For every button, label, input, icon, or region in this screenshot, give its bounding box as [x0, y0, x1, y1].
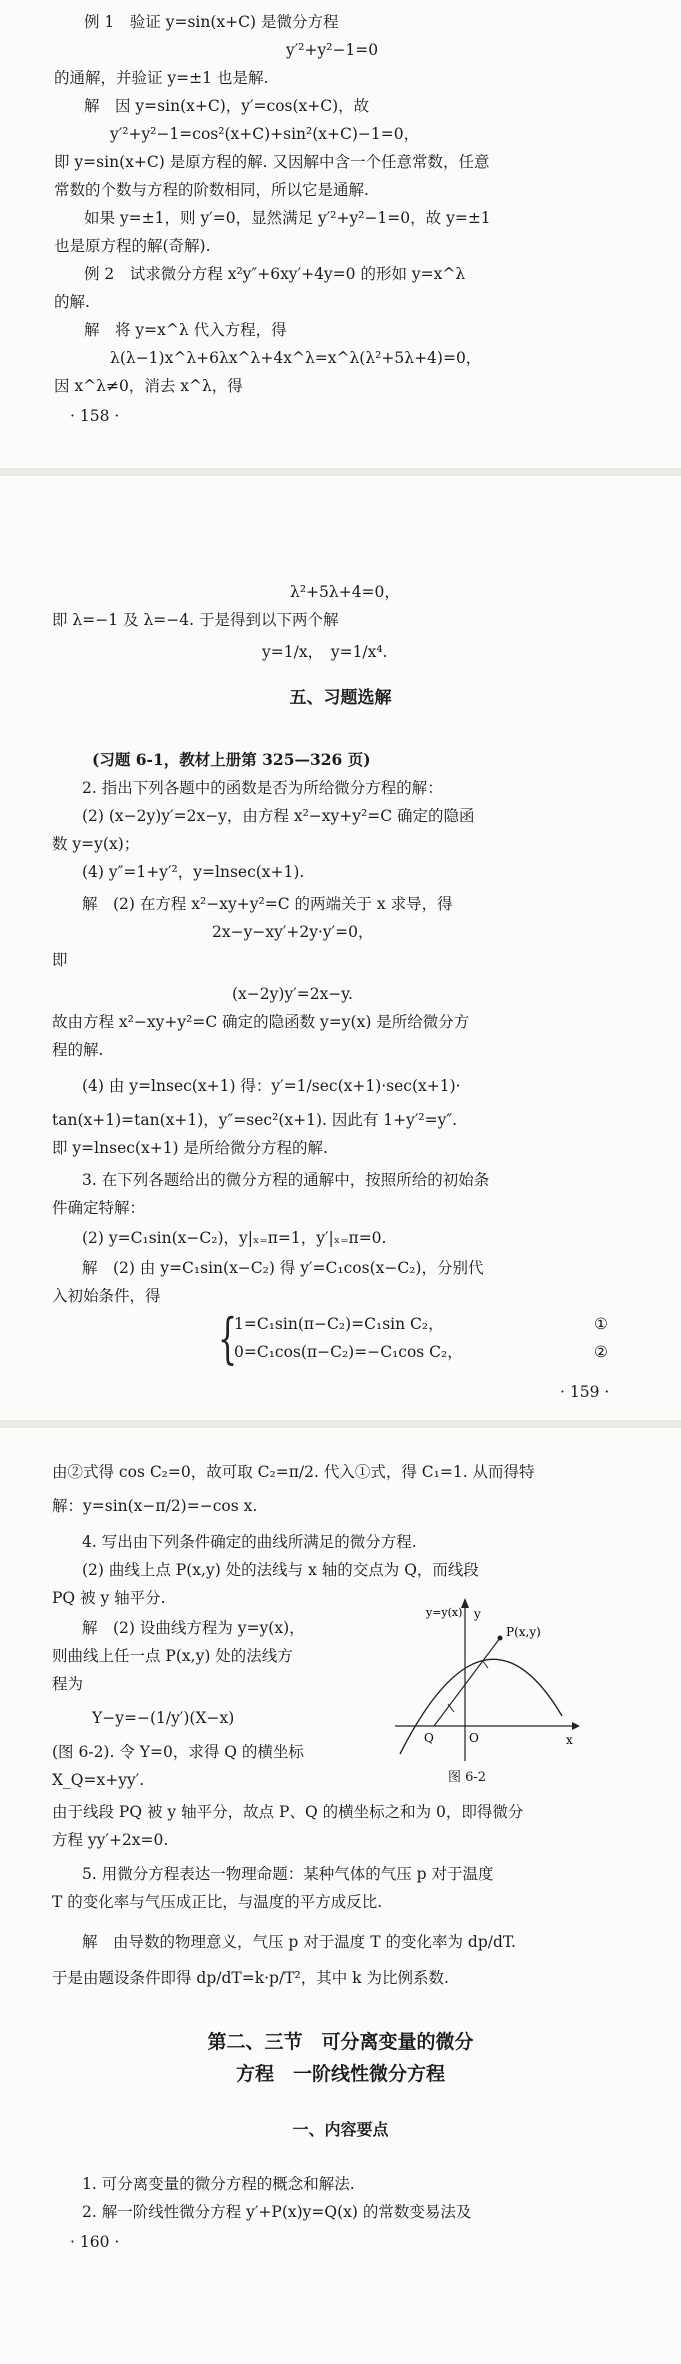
- text-line: 程为: [52, 1675, 84, 1693]
- subsection-title: 一、内容要点: [292, 2120, 389, 2139]
- exercise-header: (习题 6-1，教材上册第 325—326 页): [92, 750, 371, 769]
- text-line: 解：y=sin(x−π/2)=−cos x.: [52, 1497, 258, 1515]
- equation: (x−2y)y′=2x−y.: [232, 985, 353, 1003]
- text-line: 也是原方程的解(奇解).: [54, 237, 211, 255]
- text-line: (4) 由 y=lnsec(x+1) 得：y′=1/sec(x+1)·sec(x+1)·: [82, 1077, 461, 1095]
- chapter-title: 第二、三节 可分离变量的微分: [207, 2031, 474, 2053]
- equation: λ²+5λ+4=0，: [290, 583, 400, 601]
- text-line: (4) y″=1+y′²，y=lnsec(x+1).: [82, 863, 305, 881]
- text-line: 于是由题设条件即得 dp/dT=k·p/T²，其中 k 为比例系数.: [52, 1969, 449, 1987]
- equation: y=1/x， y=1/x⁴.: [262, 643, 388, 661]
- x-axis-label: x: [566, 1733, 573, 1747]
- figure-6-2: [390, 1596, 580, 1766]
- equation: y′²+y²−1=cos²(x+C)+sin²(x+C)−1=0，: [110, 125, 420, 143]
- curve-label: y=y(x): [426, 1606, 463, 1619]
- text-line: (2) y=C₁sin(x−C₂)，y|ₓ₌π=1，y′|ₓ₌π=0.: [82, 1229, 387, 1247]
- text-line: 1. 可分离变量的微分方程的概念和解法.: [82, 2175, 355, 2193]
- x-axis-arrow-icon: [572, 1722, 580, 1730]
- text-line: 由②式得 cos C₂=0，故可取 C₂=π/2. 代入①式，得 C₁=1. 从而得特: [52, 1463, 535, 1481]
- equation-mark: ①: [594, 1315, 608, 1333]
- solution-line: 解 (2) 在方程 x²−xy+y²=C 的两端关于 x 求导，得: [82, 895, 453, 913]
- text-line: 常数的个数与方程的阶数相同，所以它是通解.: [54, 181, 369, 199]
- solution-line: 解 因 y=sin(x+C)，y′=cos(x+C)，故: [84, 97, 370, 115]
- text-line: 如果 y=±1，则 y′=0，显然满足 y′²+y²−1=0，故 y=±1: [84, 209, 491, 227]
- equation: X_Q=x+yy′.: [52, 1771, 145, 1789]
- solution-line: 解 由导数的物理意义，气压 p 对于温度 T 的变化率为 dp/dT.: [82, 1933, 516, 1951]
- text-line: 因 x^λ≠0，消去 x^λ，得: [54, 377, 243, 395]
- page-159: [0, 476, 681, 1420]
- page-separator: [0, 1420, 681, 1428]
- page-158: [0, 0, 681, 468]
- normal-line: [434, 1638, 500, 1726]
- text-line: 方程 yy′+2x=0.: [52, 1831, 169, 1849]
- text-line: 由于线段 PQ 被 y 轴平分，故点 P、Q 的横坐标之和为 0，即得微分: [52, 1803, 524, 1821]
- text-line: 的解.: [54, 293, 90, 311]
- page-160: [0, 1428, 681, 2364]
- equation: 0=C₁cos(π−C₂)=−C₁cos C₂，: [234, 1343, 463, 1361]
- y-axis-label: y: [474, 1607, 481, 1621]
- point-p-label: P(x,y): [506, 1625, 541, 1639]
- tick-mark: [482, 1660, 488, 1668]
- tick-mark: [448, 1704, 454, 1712]
- text-line: 故由方程 x²−xy+y²=C 确定的隐函数 y=y(x) 是所给微分方: [52, 1013, 470, 1031]
- brace-symbol: {: [218, 1308, 238, 1372]
- text-line: 程的解.: [52, 1041, 104, 1059]
- page-number: · 158 ·: [70, 407, 120, 425]
- equation: 1=C₁sin(π−C₂)=C₁sin C₂，: [234, 1315, 444, 1333]
- text-line: 数 y=y(x)；: [52, 835, 140, 853]
- example-2-title: 例 2 试求微分方程 x²y″+6xy′+4y=0 的形如 y=x^λ: [84, 265, 466, 283]
- text-line: 即 y=sin(x+C) 是原方程的解. 又因解中含一个任意常数，任意: [54, 153, 490, 171]
- text-line: 3. 在下列各题给出的微分方程的通解中，按照所给的初始条: [82, 1171, 490, 1189]
- equation: y′²+y²−1=0: [286, 41, 379, 59]
- text-line: tan(x+1)=tan(x+1)，y″=sec²(x+1). 因此有 1+y′²=y″.: [52, 1111, 458, 1129]
- solution-line: 解 将 y=x^λ 代入方程，得: [84, 321, 287, 339]
- text-line: 2. 解一阶线性微分方程 y′+P(x)y=Q(x) 的常数变易法及: [82, 2203, 472, 2221]
- page-number: · 159 ·: [560, 1383, 610, 1401]
- text-line: (图 6-2). 令 Y=0，求得 Q 的横坐标: [52, 1743, 304, 1761]
- text-line: 则曲线上任一点 P(x,y) 处的法线方: [52, 1647, 293, 1665]
- equation-mark: ②: [594, 1343, 608, 1361]
- text-line: 入初始条件，得: [52, 1287, 161, 1305]
- text-line: PQ 被 y 轴平分.: [52, 1589, 166, 1607]
- chapter-title: 方程 一阶线性微分方程: [235, 2063, 445, 2085]
- figure-caption: 图 6-2: [448, 1770, 487, 1785]
- text-line: 的通解，并验证 y=±1 也是解.: [54, 69, 269, 87]
- example-1-title: 例 1 验证 y=sin(x+C) 是微分方程: [84, 13, 339, 31]
- text-line: 即: [52, 951, 68, 969]
- page-number: · 160 ·: [70, 2233, 120, 2251]
- equation: Y−y=−(1/y′)(X−x): [92, 1709, 235, 1727]
- point-q-label: Q: [424, 1731, 434, 1745]
- text-line: T 的变化率与气压成正比，与温度的平方成反比.: [52, 1893, 383, 1911]
- text-line: 2. 指出下列各题中的函数是否为所给微分方程的解：: [82, 779, 443, 797]
- equation: 2x−y−xy′+2y·y′=0，: [212, 923, 374, 941]
- point-p: [498, 1636, 503, 1641]
- section-title: 五、习题选解: [289, 688, 392, 708]
- text-line: (2) 曲线上点 P(x,y) 处的法线与 x 轴的交点为 Q，而线段: [82, 1561, 479, 1579]
- text-line: 件确定特解：: [52, 1199, 146, 1217]
- page-separator: [0, 468, 681, 476]
- text-line: (2) (x−2y)y′=2x−y，由方程 x²−xy+y²=C 确定的隐函: [82, 807, 475, 825]
- text-line: 4. 写出由下列条件确定的曲线所满足的微分方程.: [82, 1533, 417, 1551]
- solution-line: 解 (2) 由 y=C₁sin(x−C₂) 得 y′=C₁cos(x−C₂)，分别代: [82, 1259, 484, 1277]
- equation: λ(λ−1)x^λ+6λx^λ+4x^λ=x^λ(λ²+5λ+4)=0，: [110, 349, 482, 367]
- text-line: 即 λ=−1 及 λ=−4. 于是得到以下两个解: [52, 611, 339, 629]
- solution-line: 解 (2) 设曲线方程为 y=y(x)，: [82, 1619, 305, 1637]
- origin-label: O: [469, 1731, 479, 1745]
- text-line: 5. 用微分方程表达一物理命题：某种气体的气压 p 对于温度: [82, 1865, 494, 1883]
- text-line: 即 y=lnsec(x+1) 是所给微分方程的解.: [52, 1139, 328, 1157]
